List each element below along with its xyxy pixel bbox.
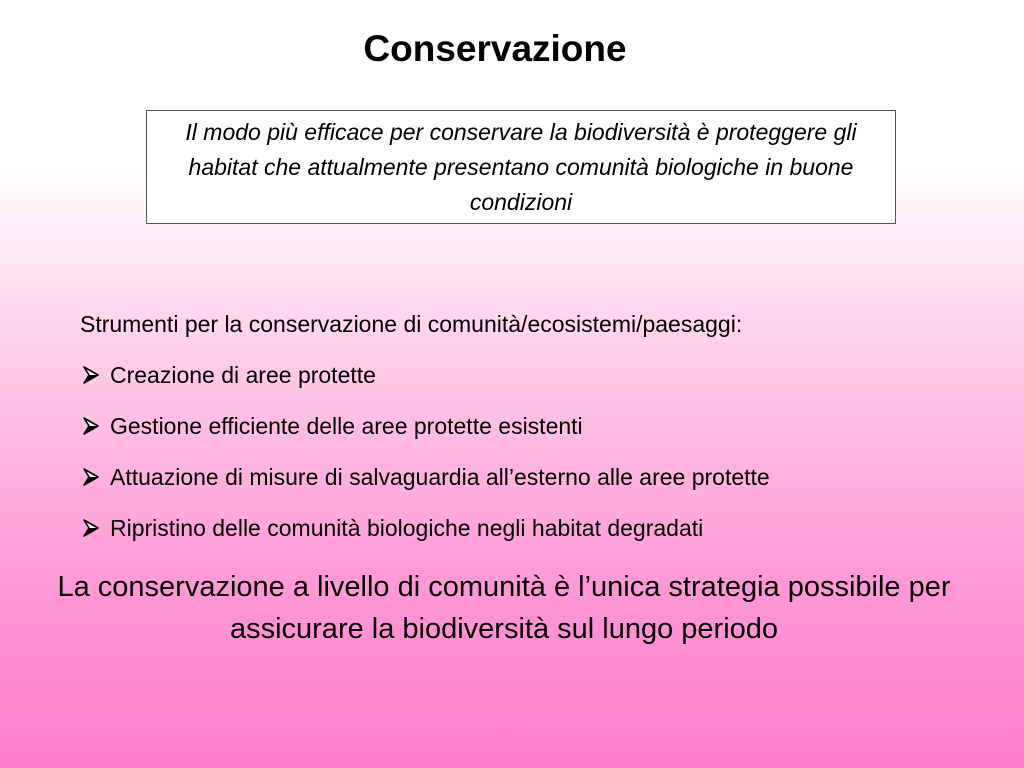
bullet-item xyxy=(80,409,980,443)
bullet-item xyxy=(80,358,980,392)
tools-heading: Strumenti per la conservazione di comunità/ecosistemi/paesaggi: xyxy=(80,311,743,337)
arrow-bullet-icon xyxy=(80,517,102,539)
arrow-bullet-icon xyxy=(80,415,102,437)
bullet-text: Gestione efficiente delle aree protette esistenti xyxy=(110,413,583,439)
slide-title: Conservazione xyxy=(363,28,627,69)
bullet-item xyxy=(80,511,980,545)
tools-section xyxy=(80,307,980,545)
quote-box xyxy=(146,110,896,224)
conclusion-text: La conservazione a livello di comunità è l’unica strategia possibile per assicurare la biodiversità sul lungo periodo xyxy=(57,571,951,645)
bullet-text: Attuazione di misure di salvaguardia all’esterno alle aree protette xyxy=(110,464,770,490)
bullet-list xyxy=(80,358,980,545)
arrow-bullet-icon xyxy=(80,364,102,386)
arrow-bullet-icon xyxy=(80,466,102,488)
bullet-item xyxy=(80,460,980,494)
quote-text: Il modo più efficace per conservare la biodiversità è proteggere gli habitat che attualmente presentano comunità biologiche in buone condizioni xyxy=(185,118,857,215)
bullet-text: Ripristino delle comunità biologiche negli habitat degradati xyxy=(110,515,704,541)
bullet-text: Creazione di aree protette xyxy=(110,362,376,388)
